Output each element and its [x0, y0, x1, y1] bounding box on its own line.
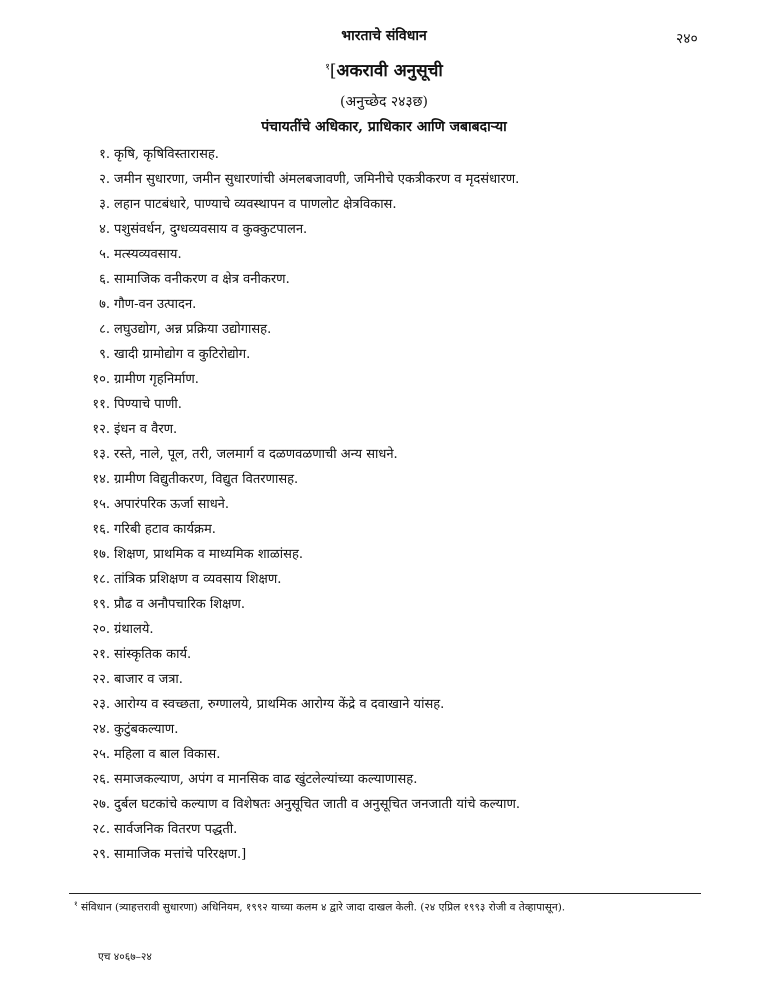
list-item — [0, 742, 768, 767]
item-number: १. — [99, 147, 110, 162]
item-number: १९. — [92, 597, 110, 612]
item-number: २. — [99, 172, 110, 187]
item-number: ३. — [99, 197, 110, 212]
footnote-rule — [69, 893, 701, 894]
list-item — [0, 292, 768, 317]
list-item — [0, 767, 768, 792]
item-text: मत्स्यव्यवसाय. — [114, 247, 182, 262]
item-text: ग्रंथालये. — [114, 622, 154, 637]
item-text: इंधन व वैरण. — [114, 422, 178, 437]
footnote — [74, 900, 565, 915]
list-item — [0, 667, 768, 692]
item-number: २५. — [92, 747, 110, 762]
list-item — [0, 467, 768, 492]
item-text: सामाजिक मत्तांचे परिरक्षण.] — [114, 847, 247, 862]
item-text: सांस्कृतिक कार्य. — [114, 647, 192, 662]
item-number: १२. — [92, 422, 110, 437]
list-item — [0, 392, 768, 417]
item-text: पशुसंवर्धन, दुग्धव्यवसाय व कुक्कुटपालन. — [114, 222, 308, 237]
list-item — [0, 142, 768, 167]
list-item — [0, 442, 768, 467]
item-text: ग्रामीण विद्युतीकरण, विद्युत वितरणासह. — [114, 472, 299, 487]
item-text: गरिबी हटाव कार्यक्रम. — [114, 522, 216, 537]
page-number: २४० — [676, 31, 698, 47]
item-text: ग्रामीण गृहनिर्माण. — [114, 372, 199, 387]
item-number: ९. — [99, 347, 110, 362]
item-number: २७. — [92, 797, 110, 812]
item-text: महिला व बाल विकास. — [114, 747, 221, 762]
item-text: खादी ग्रामोद्योग व कुटिरोद्योग. — [114, 347, 251, 362]
article-reference: (अनुच्छेद २४३छ) — [340, 94, 428, 110]
schedule-title — [0, 58, 768, 81]
footnote-marker: १ — [325, 62, 330, 73]
item-text: लघुउद्योग, अन्न प्रक्रिया उद्योगासह. — [114, 322, 272, 337]
item-text: लहान पाटबंधारे, पाण्याचे व्यवस्थापन व पाणलोट क्षेत्रविकास. — [114, 197, 397, 212]
item-text: पिण्याचे पाणी. — [114, 397, 182, 412]
footnote-mark: १ — [74, 900, 78, 908]
item-number: १४. — [92, 472, 110, 487]
subject-list — [0, 142, 768, 867]
item-text: समाजकल्याण, अपंग व मानसिक वाढ खुंटलेल्यांच्या कल्याणासह. — [114, 772, 418, 787]
schedule-subtitle: पंचायतींचे अधिकार, प्राधिकार आणि जबाबदाऱ्या — [261, 119, 507, 135]
item-text: कृषि, कृषिविस्तारासह. — [114, 147, 219, 162]
item-number: २९. — [92, 847, 110, 862]
list-item — [0, 417, 768, 442]
list-item — [0, 567, 768, 592]
list-item — [0, 692, 768, 717]
item-text: दुर्बल घटकांचे कल्याण व विशेषतः अनुसूचित जाती व अनुसूचित जनजाती यांचे कल्याण. — [114, 797, 521, 812]
list-item — [0, 367, 768, 392]
running-title: भारताचे संविधान — [341, 28, 427, 44]
item-text: सार्वजनिक वितरण पद्धती. — [114, 822, 238, 837]
item-number: २४. — [92, 722, 110, 737]
item-text: प्रौढ व अनौपचारिक शिक्षण. — [114, 597, 245, 612]
footnote-text: संविधान (त्र्याहत्तरावी सुधारणा) अधिनियम, १९९२ याच्या कलम ४ द्वारे जादा दाखल केली. (२४ एप्रिल १९९३ रोजी व तेव्हापासून). — [80, 901, 566, 914]
item-number: ४. — [99, 222, 110, 237]
item-text: बाजार व जत्रा. — [114, 672, 183, 687]
list-item — [0, 592, 768, 617]
list-item — [0, 217, 768, 242]
item-number: २३. — [92, 697, 110, 712]
item-number: २८. — [92, 822, 110, 837]
item-number: २२. — [92, 672, 110, 687]
list-item — [0, 192, 768, 217]
item-text: शिक्षण, प्राथमिक व माध्यमिक शाळांसह. — [114, 547, 303, 562]
item-number: ८. — [99, 322, 110, 337]
item-number: २६. — [92, 772, 110, 787]
list-item — [0, 642, 768, 667]
list-item — [0, 717, 768, 742]
list-item — [0, 317, 768, 342]
item-number: २०. — [92, 622, 110, 637]
item-text: रस्ते, नाले, पूल, तरी, जलमार्ग व दळणवळणाची अन्य साधने. — [114, 447, 398, 462]
item-number: १३. — [92, 447, 110, 462]
list-item — [0, 492, 768, 517]
list-item — [0, 617, 768, 642]
list-item — [0, 167, 768, 192]
list-item — [0, 342, 768, 367]
item-number: ७. — [99, 297, 110, 312]
item-number: २१. — [92, 647, 110, 662]
open-bracket: [ — [329, 61, 337, 81]
item-number: १८. — [92, 572, 110, 587]
item-text: जमीन सुधारणा, जमीन सुधारणांची अंमलबजावणी, जमिनीचे एकत्रीकरण व मृदसंधारण. — [114, 172, 520, 187]
item-text: अपारंपरिक ऊर्जा साधने. — [114, 497, 230, 512]
item-number: १६. — [92, 522, 110, 537]
item-number: ६. — [99, 272, 110, 287]
list-item — [0, 817, 768, 842]
list-item — [0, 842, 768, 867]
item-number: १५. — [92, 497, 110, 512]
footer-code: एच ४०६७–२४ — [98, 951, 152, 963]
list-item — [0, 242, 768, 267]
list-item — [0, 792, 768, 817]
item-text: सामाजिक वनीकरण व क्षेत्र वनीकरण. — [114, 272, 290, 287]
item-text: आरोग्य व स्वच्छता, रुग्णालये, प्राथमिक आरोग्य केंद्रे व दवाखाने यांसह. — [114, 697, 445, 712]
item-text: गौण-वन उत्पादन. — [114, 297, 197, 312]
schedule-title-text: अकरावी अनुसूची — [336, 61, 443, 81]
item-number: ११. — [92, 397, 110, 412]
list-item — [0, 542, 768, 567]
item-number: ५. — [99, 247, 110, 262]
list-item — [0, 517, 768, 542]
item-number: १०. — [92, 372, 110, 387]
item-text: कुटुंबकल्याण. — [114, 722, 179, 737]
list-item — [0, 267, 768, 292]
item-text: तांत्रिक प्रशिक्षण व व्यवसाय शिक्षण. — [114, 572, 282, 587]
item-number: १७. — [92, 547, 110, 562]
